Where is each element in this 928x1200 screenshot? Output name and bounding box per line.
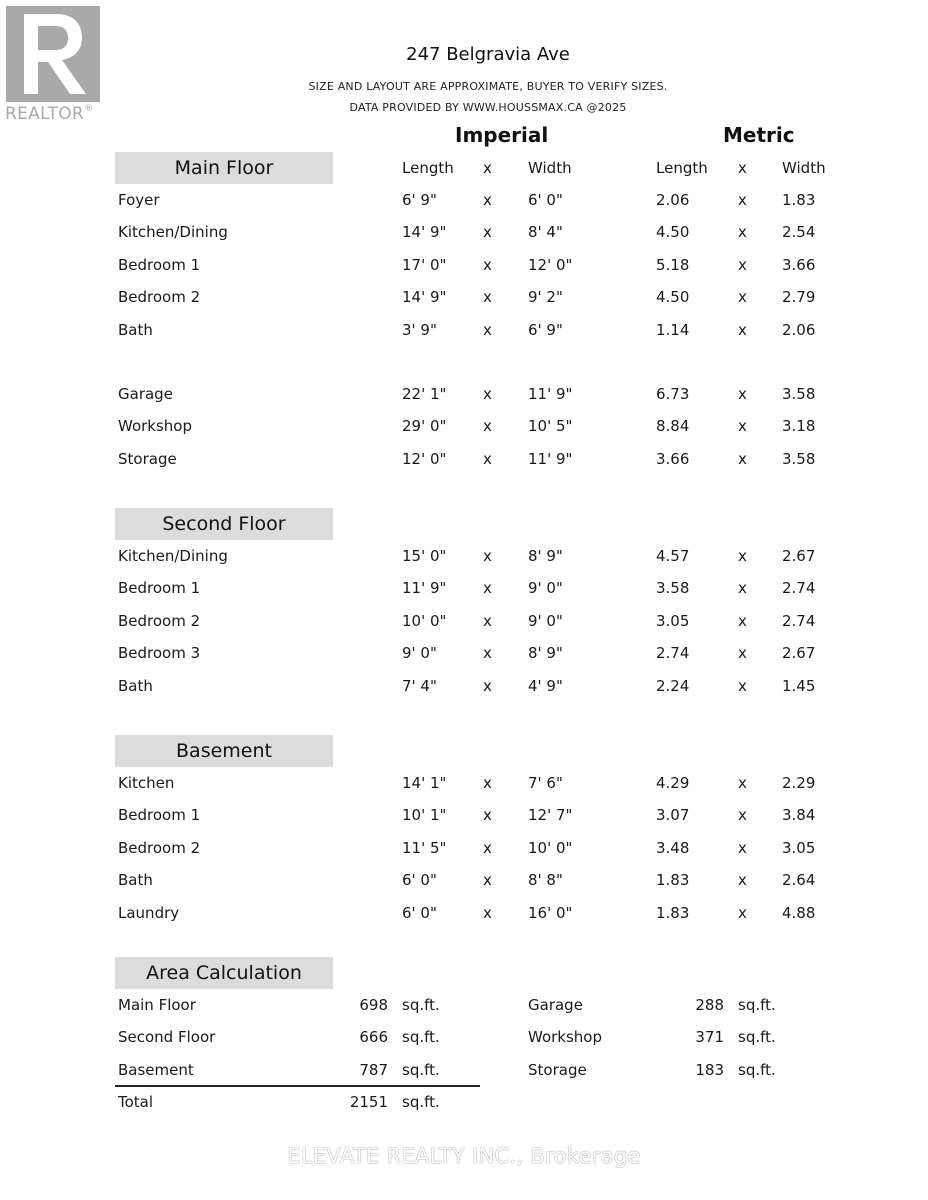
imperial-x: x (483, 223, 492, 242)
area-unit: sq.ft. (738, 1061, 776, 1079)
imperial-x: x (483, 385, 492, 403)
metric-x: x (738, 191, 747, 209)
total-row (0, 1093, 928, 1117)
metric-length: 4.29 (656, 774, 690, 792)
imperial-length: 11' 5" (402, 838, 447, 857)
metric-length: 4.57 (656, 547, 690, 565)
room-name: Bedroom 3 (118, 644, 201, 663)
imperial-length: 7' 4" (402, 676, 437, 695)
imperial-width: 4' 9" (528, 676, 563, 695)
metric-length: 3.58 (656, 579, 690, 598)
imperial-width: 10' 0" (528, 838, 573, 857)
metric-width-header: Width (782, 159, 826, 177)
imperial-x: x (483, 611, 492, 630)
metric-x: x (738, 223, 747, 242)
room-row (0, 191, 928, 215)
imperial-x: x (483, 547, 492, 565)
room-row (0, 612, 928, 636)
metric-x: x (738, 288, 747, 307)
imperial-width: 9' 0" (528, 579, 563, 598)
data-provider-text: DATA PROVIDED BY WWW.HOUSSMAX.CA @2025 (349, 101, 627, 114)
imperial-length: 9' 0" (402, 644, 437, 663)
imperial-x: x (483, 288, 492, 307)
metric-x-header: x (738, 159, 747, 177)
imperial-length: 6' 0" (402, 871, 437, 890)
metric-width: 2.74 (782, 579, 816, 598)
metric-x: x (738, 611, 747, 630)
metric-length: 3.66 (656, 449, 690, 468)
imperial-length: 10' 1" (402, 806, 447, 825)
area-name: Second Floor (118, 1028, 216, 1046)
metric-width: 2.29 (782, 774, 816, 792)
area-value: 666 (359, 1028, 388, 1046)
room-row (0, 774, 928, 798)
section-main-floor: Main Floor (115, 152, 333, 184)
area-unit: sq.ft. (402, 1093, 440, 1111)
metric-length: 1.83 (656, 871, 690, 890)
room-row (0, 579, 928, 603)
imperial-width: 12' 7" (528, 806, 573, 825)
metric-x: x (738, 320, 747, 339)
imperial-length: 29' 0" (402, 417, 447, 436)
imperial-width: 8' 4" (528, 223, 563, 242)
room-row (0, 644, 928, 668)
imperial-width: 8' 8" (528, 871, 563, 890)
room-row (0, 223, 928, 247)
area-name: Workshop (528, 1028, 603, 1046)
metric-length: 6.73 (656, 385, 690, 403)
imperial-x: x (483, 774, 492, 792)
metric-x: x (738, 806, 747, 825)
metric-length: 3.05 (656, 611, 690, 630)
section-second-floor: Second Floor (115, 508, 333, 540)
disclaimer-text: SIZE AND LAYOUT ARE APPROXIMATE, BUYER TO VERIFY SIZES. (308, 80, 668, 93)
imperial-length: 15' 0" (402, 547, 447, 565)
room-name: Bath (118, 871, 153, 890)
room-name: Foyer (118, 191, 160, 209)
imperial-x: x (483, 644, 492, 663)
metric-length: 2.24 (656, 676, 690, 695)
imperial-x: x (483, 255, 492, 274)
metric-length: 1.14 (656, 320, 690, 339)
section-area-calculation: Area Calculation (115, 957, 333, 989)
imperial-length: 11' 9" (402, 579, 447, 598)
imperial-heading: Imperial (455, 123, 549, 147)
imperial-width: 11' 9" (528, 385, 573, 403)
imperial-x: x (483, 417, 492, 436)
imperial-width: 7' 6" (528, 774, 563, 792)
metric-x: x (738, 579, 747, 598)
imperial-width: 12' 0" (528, 255, 573, 274)
imperial-x-header: x (483, 159, 492, 177)
imperial-x: x (483, 320, 492, 339)
imperial-length: 14' 1" (402, 774, 447, 792)
area-row (0, 1061, 928, 1085)
room-name: Bedroom 1 (118, 255, 201, 274)
imperial-width: 16' 0" (528, 903, 573, 922)
imperial-x: x (483, 838, 492, 857)
metric-x: x (738, 547, 747, 565)
section-basement: Basement (115, 735, 333, 767)
imperial-length-header: Length (402, 159, 454, 177)
metric-x: x (738, 838, 747, 857)
imperial-x: x (483, 676, 492, 695)
room-name: Garage (118, 385, 173, 403)
metric-x: x (738, 676, 747, 695)
metric-width: 2.54 (782, 223, 816, 242)
room-name: Workshop (118, 417, 193, 436)
metric-width: 1.45 (782, 676, 816, 695)
room-name: Bath (118, 676, 153, 695)
metric-length-header: Length (656, 159, 708, 177)
area-unit: sq.ft. (738, 996, 776, 1014)
area-value: 787 (359, 1061, 388, 1079)
imperial-length: 6' 0" (402, 903, 437, 922)
area-row (0, 1028, 928, 1052)
metric-length: 4.50 (656, 288, 690, 307)
area-name: Main Floor (118, 996, 196, 1014)
room-name: Bedroom 2 (118, 288, 201, 307)
total-value: 2151 (349, 1093, 388, 1111)
brokerage-watermark: ELEVATE REALTY INC., Brokerage (287, 1144, 641, 1168)
metric-length: 4.50 (656, 223, 690, 242)
room-row (0, 677, 928, 701)
imperial-width: 8' 9" (528, 644, 563, 663)
imperial-width: 8' 9" (528, 547, 563, 565)
metric-x: x (738, 774, 747, 792)
metric-width: 2.64 (782, 871, 816, 890)
room-row (0, 839, 928, 863)
metric-x: x (738, 644, 747, 663)
room-name: Bedroom 2 (118, 838, 201, 857)
room-name: Bedroom 1 (118, 579, 201, 598)
imperial-width-header: Width (528, 159, 572, 177)
metric-length: 3.48 (656, 838, 690, 857)
imperial-length: 3' 9" (402, 320, 437, 339)
area-row (0, 996, 928, 1020)
total-label: Total (118, 1093, 154, 1111)
realtor-wordmark: REALTOR® (5, 104, 94, 124)
metric-length: 2.74 (656, 644, 690, 663)
area-unit: sq.ft. (402, 1061, 440, 1079)
imperial-length: 10' 0" (402, 611, 447, 630)
metric-length: 3.07 (656, 806, 690, 825)
imperial-width: 9' 0" (528, 611, 563, 630)
room-row (0, 547, 928, 571)
room-name: Bedroom 2 (118, 611, 201, 630)
room-name: Kitchen/Dining (118, 547, 228, 565)
room-name: Kitchen (118, 774, 175, 792)
room-row (0, 450, 928, 474)
area-value: 183 (695, 1061, 724, 1079)
metric-width: 3.18 (782, 417, 816, 436)
metric-width: 3.58 (782, 449, 816, 468)
metric-heading: Metric (723, 123, 795, 147)
area-value: 698 (359, 996, 388, 1014)
room-name: Bath (118, 320, 153, 339)
imperial-x: x (483, 903, 492, 922)
metric-width: 3.66 (782, 255, 816, 274)
metric-length: 2.06 (656, 191, 690, 209)
metric-length: 5.18 (656, 255, 690, 274)
metric-width: 3.05 (782, 838, 816, 857)
imperial-width: 10' 5" (528, 417, 573, 436)
area-unit: sq.ft. (402, 1028, 440, 1046)
area-name: Storage (528, 1061, 587, 1079)
imperial-length: 17' 0" (402, 255, 447, 274)
area-unit: sq.ft. (738, 1028, 776, 1046)
metric-width: 2.79 (782, 288, 816, 307)
imperial-length: 6' 9" (402, 191, 437, 209)
metric-width: 2.74 (782, 611, 816, 630)
metric-width: 2.06 (782, 320, 816, 339)
metric-length: 1.83 (656, 903, 690, 922)
metric-width: 1.83 (782, 191, 816, 209)
room-row (0, 385, 928, 409)
room-name: Kitchen/Dining (118, 223, 228, 242)
metric-length: 8.84 (656, 417, 690, 436)
column-header-row (0, 159, 928, 183)
metric-width: 4.88 (782, 903, 816, 922)
imperial-width: 11' 9" (528, 449, 573, 468)
room-row (0, 417, 928, 441)
metric-width: 3.58 (782, 385, 816, 403)
room-row (0, 321, 928, 345)
imperial-length: 12' 0" (402, 449, 447, 468)
imperial-width: 6' 0" (528, 191, 563, 209)
imperial-length: 14' 9" (402, 223, 447, 242)
metric-x: x (738, 255, 747, 274)
area-value: 371 (695, 1028, 724, 1046)
imperial-x: x (483, 449, 492, 468)
metric-width: 3.84 (782, 806, 816, 825)
room-row (0, 288, 928, 312)
metric-x: x (738, 385, 747, 403)
area-name: Basement (118, 1061, 194, 1079)
imperial-x: x (483, 579, 492, 598)
imperial-length: 22' 1" (402, 385, 447, 403)
metric-width: 2.67 (782, 547, 816, 565)
imperial-width: 9' 2" (528, 288, 563, 307)
area-unit: sq.ft. (402, 996, 440, 1014)
metric-width: 2.67 (782, 644, 816, 663)
room-row (0, 256, 928, 280)
room-name: Laundry (118, 903, 180, 922)
room-row (0, 871, 928, 895)
metric-x: x (738, 417, 747, 436)
room-row (0, 904, 928, 928)
imperial-width: 6' 9" (528, 320, 563, 339)
imperial-x: x (483, 191, 492, 209)
property-address: 247 Belgravia Ave (406, 44, 570, 65)
room-name: Storage (118, 449, 177, 468)
imperial-x: x (483, 871, 492, 890)
room-row (0, 806, 928, 830)
imperial-x: x (483, 806, 492, 825)
metric-x: x (738, 903, 747, 922)
total-divider (115, 1085, 480, 1087)
room-name: Bedroom 1 (118, 806, 201, 825)
metric-x: x (738, 449, 747, 468)
metric-x: x (738, 871, 747, 890)
imperial-length: 14' 9" (402, 288, 447, 307)
area-name: Garage (528, 996, 583, 1014)
area-value: 288 (695, 996, 724, 1014)
